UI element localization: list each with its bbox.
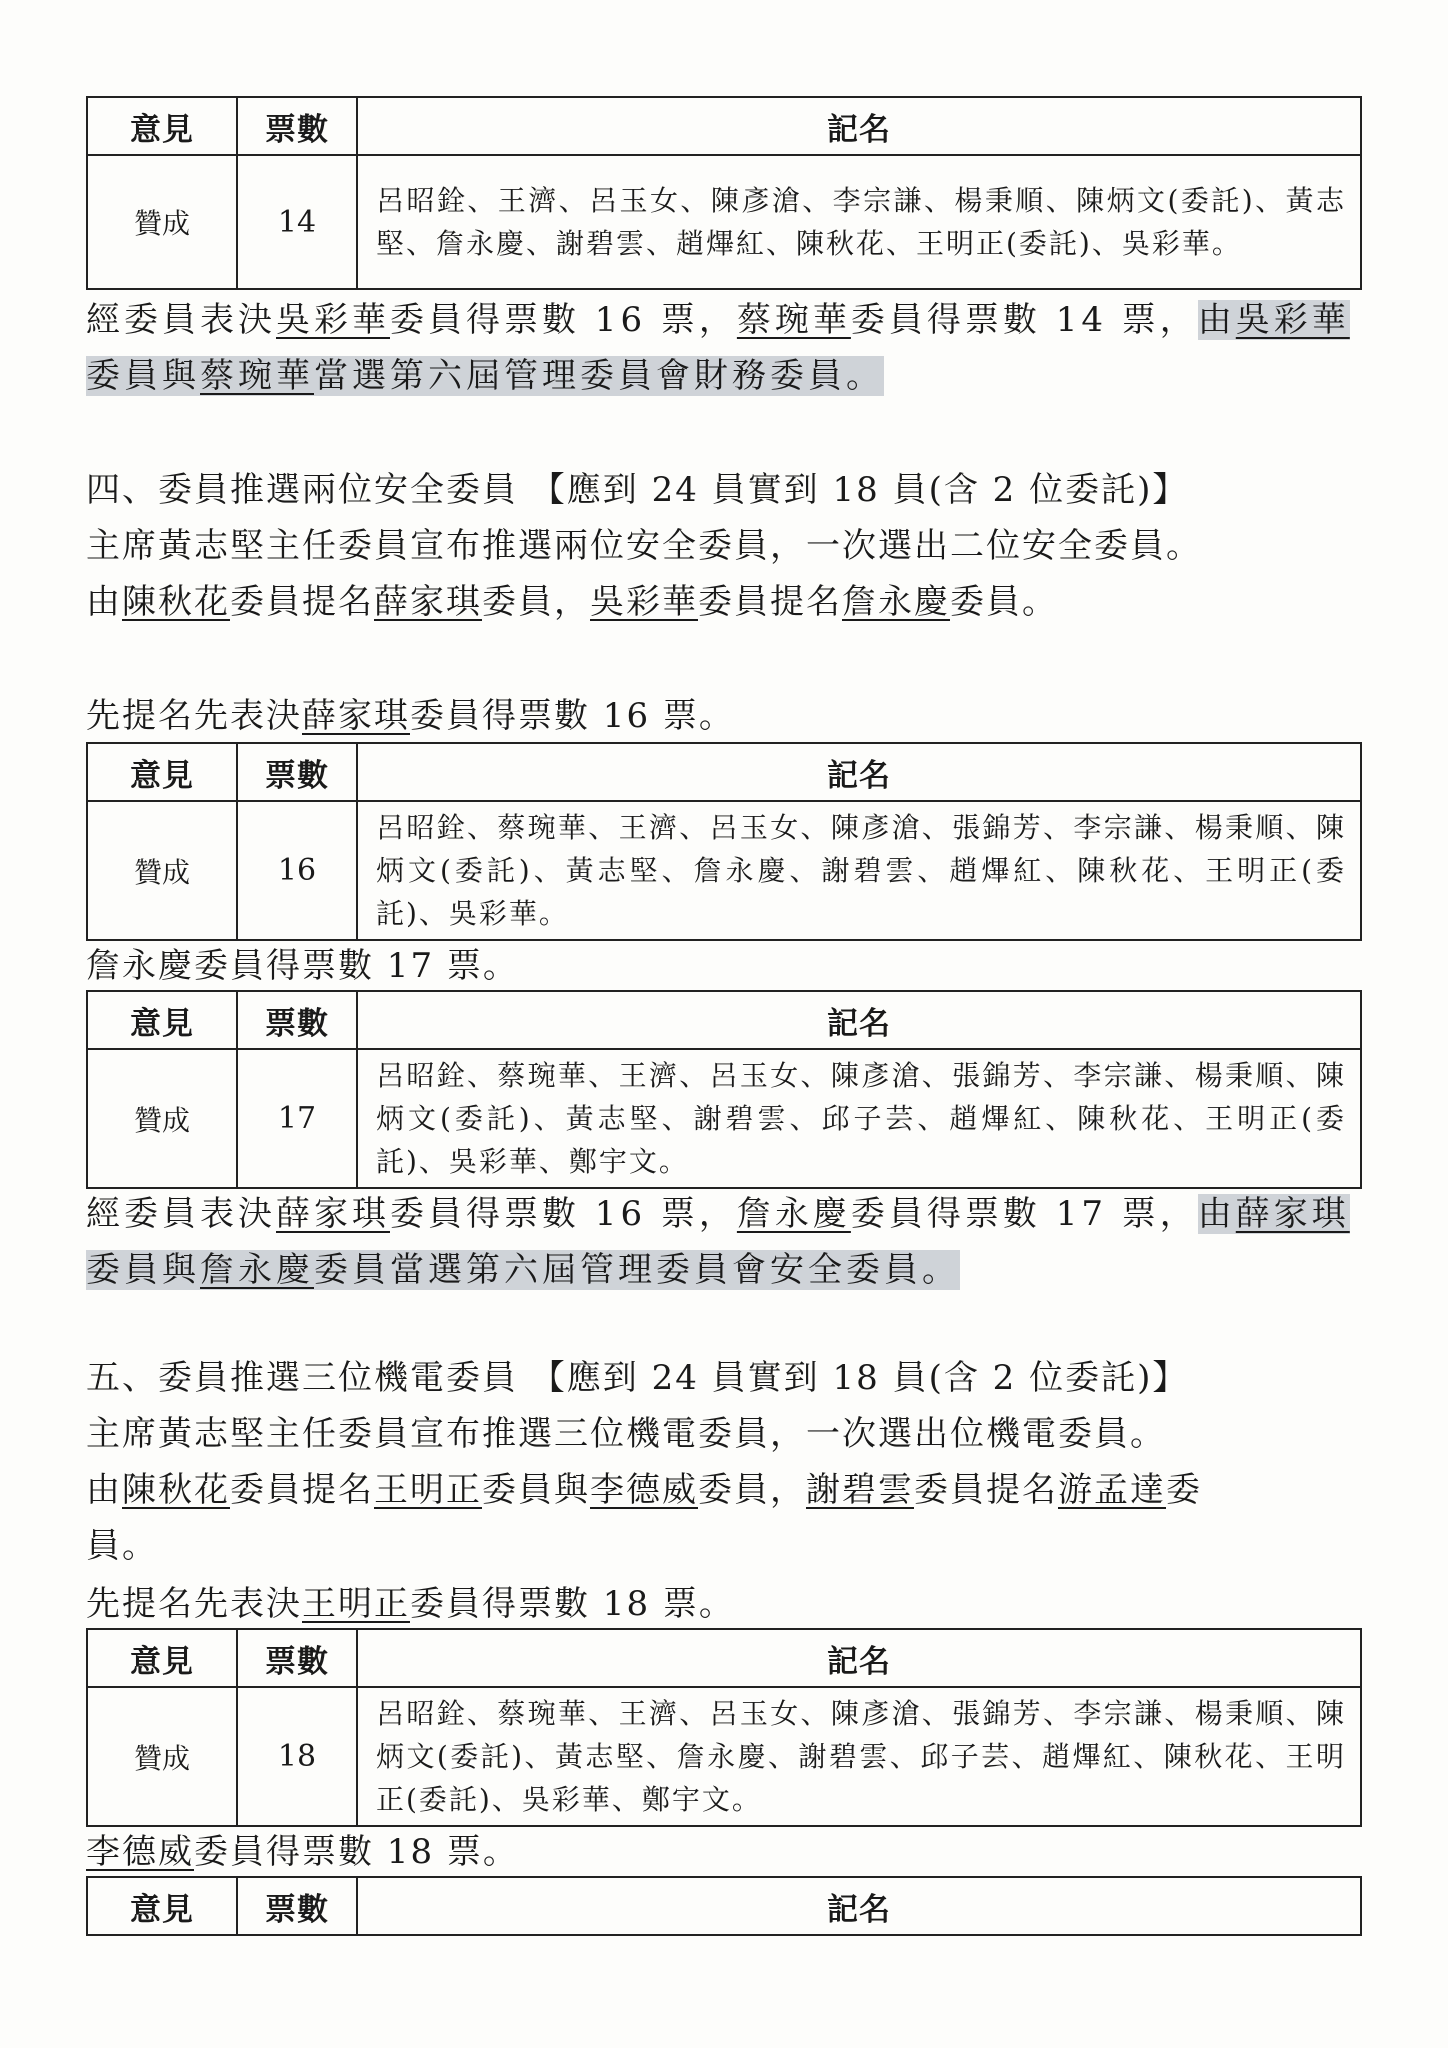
table-header-row — [87, 991, 1361, 1049]
table-header-row — [87, 743, 1361, 801]
table-header-row — [87, 97, 1361, 155]
voter-names-cell: 呂昭銓、王濟、呂玉女、陳彥滄、李宗謙、楊秉順、陳炳文(委託)、黃志堅、詹永慶、謝碧雲、趙熚紅、陳秋花、王明正(委託)、吳彩華。 — [357, 155, 1361, 289]
highlight: 由吳彩華 — [1197, 300, 1350, 340]
header-opinion: 意見 — [87, 991, 237, 1049]
section-5-nomination: 由陳秋花委員提名王明正委員與李德威委員，謝碧雲委員提名游孟達委 — [86, 1470, 1202, 1510]
vote-table-2 — [86, 742, 1362, 941]
vote-table-4 — [86, 1628, 1362, 1827]
header-opinion: 意見 — [87, 1877, 237, 1935]
section-4-heading: 四、委員推選兩位安全委員 【應到 24 員實到 18 員(含 2 位委託)】 — [86, 470, 1189, 510]
header-votes: 票數 — [237, 743, 357, 801]
vote-count-cell: 16 — [237, 801, 357, 940]
highlight: 委員與蔡琬華當選第六屆管理委員會財務委員。 — [86, 356, 884, 396]
table-row — [87, 1687, 1361, 1826]
section-4-first-vote: 先提名先表決薛家琪委員得票數 16 票。 — [86, 696, 735, 736]
voter-names-cell: 呂昭銓、蔡琬華、王濟、呂玉女、陳彥滄、張錦芳、李宗謙、楊秉順、陳炳文(委託)、黃志堅、謝碧雲、邱子芸、趙熚紅、陳秋花、王明正(委託)、吳彩華、鄭宇文。 — [357, 1049, 1361, 1188]
header-names: 記名 — [357, 991, 1361, 1049]
header-names: 記名 — [357, 1877, 1361, 1935]
result-line-1a: 經委員表決吳彩華委員得票數 16 票，蔡琬華委員得票數 14 票，由吳彩華 — [86, 300, 1350, 340]
result-line-2a: 經委員表決薛家琪委員得票數 16 票，詹永慶委員得票數 17 票，由薛家琪 — [86, 1194, 1350, 1234]
voter-names-cell: 呂昭銓、蔡琬華、王濟、呂玉女、陳彥滄、張錦芳、李宗謙、楊秉順、陳炳文(委託)、黃志堅、詹永慶、謝碧雲、邱子芸、趙熚紅、陳秋花、王明正(委託)、吳彩華、鄭宇文。 — [357, 1687, 1361, 1826]
vote-count-cell: 17 — [237, 1049, 357, 1188]
header-names: 記名 — [357, 97, 1361, 155]
header-votes: 票數 — [237, 1877, 357, 1935]
vote-table-5 — [86, 1876, 1362, 1936]
section-5-nomination-cont: 員。 — [86, 1526, 158, 1566]
section-4-announce: 主席黃志堅主任委員宣布推選兩位安全委員，一次選出二位安全委員。 — [86, 526, 1202, 566]
header-votes: 票數 — [237, 991, 357, 1049]
header-votes: 票數 — [237, 1629, 357, 1687]
opinion-cell: 贊成 — [87, 1049, 237, 1188]
section-5-announce: 主席黃志堅主任委員宣布推選三位機電委員，一次選出位機電委員。 — [86, 1414, 1166, 1454]
header-opinion: 意見 — [87, 97, 237, 155]
section-5-heading: 五、委員推選三位機電委員 【應到 24 員實到 18 員(含 2 位委託)】 — [86, 1358, 1189, 1398]
vote-count-cell: 14 — [237, 155, 357, 289]
table-row — [87, 155, 1361, 289]
vote-table-1 — [86, 96, 1362, 290]
table-header-row — [87, 1629, 1361, 1687]
vote-count-cell: 18 — [237, 1687, 357, 1826]
section-4-second-vote: 詹永慶委員得票數 17 票。 — [86, 946, 519, 986]
voter-names-cell: 呂昭銓、蔡琬華、王濟、呂玉女、陳彥滄、張錦芳、李宗謙、楊秉順、陳炳文(委託)、黃志堅、詹永慶、謝碧雲、趙熚紅、陳秋花、王明正(委託)、吳彩華。 — [357, 801, 1361, 940]
table-row — [87, 1049, 1361, 1188]
opinion-cell: 贊成 — [87, 155, 237, 289]
header-opinion: 意見 — [87, 1629, 237, 1687]
opinion-cell: 贊成 — [87, 801, 237, 940]
section-5-second-vote: 李德威委員得票數 18 票。 — [86, 1832, 519, 1872]
header-votes: 票數 — [237, 97, 357, 155]
vote-table-3 — [86, 990, 1362, 1189]
opinion-cell: 贊成 — [87, 1687, 237, 1826]
result-line-1b — [86, 354, 884, 398]
header-names: 記名 — [357, 743, 1361, 801]
header-opinion: 意見 — [87, 743, 237, 801]
table-header-row — [87, 1877, 1361, 1935]
section-5-first-vote: 先提名先表決王明正委員得票數 18 票。 — [86, 1584, 735, 1624]
highlight: 由薛家琪 — [1197, 1194, 1350, 1234]
table-row — [87, 801, 1361, 940]
header-names: 記名 — [357, 1629, 1361, 1687]
highlight: 委員與詹永慶委員當選第六屆管理委員會安全委員。 — [86, 1250, 960, 1290]
section-4-nomination: 由陳秋花委員提名薛家琪委員，吳彩華委員提名詹永慶委員。 — [86, 582, 1058, 622]
result-line-2b — [86, 1248, 960, 1292]
